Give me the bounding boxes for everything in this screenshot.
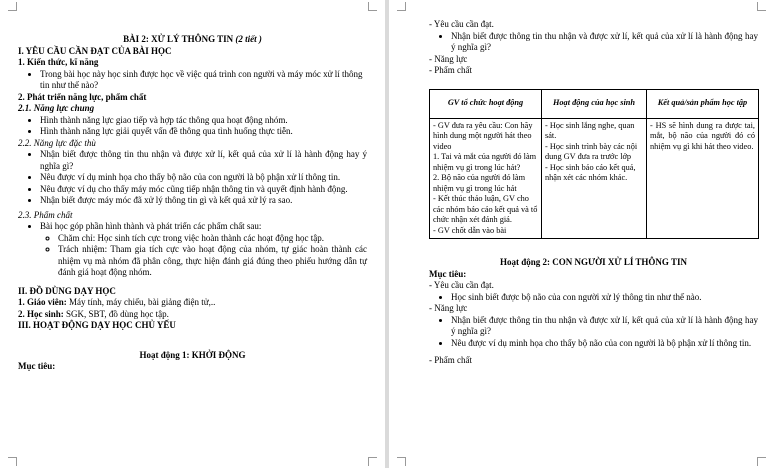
- specific-competence-list: [18, 149, 367, 207]
- cell-line: - Kết thúc thảo luận, GV cho các nhóm báo cáo kết quả và tổ chức nhận xét đánh giá.: [433, 194, 538, 224]
- objective-label: Mục tiêu:: [18, 361, 56, 371]
- section-heading: III. HOẠT ĐỘNG DẠY HỌC CHỦ YẾU: [18, 320, 176, 330]
- subsection-heading: 2.1. Năng lực chung: [18, 103, 95, 113]
- crop-mark: [368, 2, 377, 11]
- cell-line: - GV đưa ra yêu cầu: Con hãy hình dung một người hát theo video: [433, 120, 533, 151]
- cell-line: 1. Tai và mắt của người đó làm nhiệm vụ gì trong lúc hát?: [433, 152, 537, 172]
- subsection-heading: 2.2. Năng lực đặc thù: [18, 137, 96, 148]
- crop-mark: [397, 457, 406, 466]
- subsection-heading: 1. Kiến thức, kĩ năng: [18, 57, 99, 67]
- crop-mark: [368, 457, 377, 466]
- crop-mark: [8, 457, 17, 466]
- cell-line: - HS sẽ hình dung ra được tai, mắt, bộ não của người đó có nhiệm vụ gì khi hát theo video.: [650, 120, 755, 151]
- student-materials: [18, 309, 367, 321]
- requirement-list: [429, 31, 758, 54]
- cell-line: - Học sinh báo cáo kết quả, nhận xét các nhóm khác.: [545, 162, 636, 182]
- list-item: • Nhận biết được thông tin thu nhận và được xử lí, kết quả của xử lí là hành động hay ý nghĩa gì?: [40, 149, 367, 172]
- competence-label: - Năng lực: [429, 303, 468, 313]
- requirement-label: - Yêu cầu cần đạt.: [429, 280, 494, 290]
- teacher-materials: [18, 297, 367, 309]
- quality-sub-list: [40, 233, 367, 279]
- list-item: • Trong bài học này học sinh được học về việc quá trình con người và máy móc xử lí thông tin như thế nào?: [40, 69, 367, 92]
- cell-line: - Học sinh trình bày các nội dung GV đưa ra trước lớp: [545, 141, 638, 161]
- student-text: SGK, SBT, đồ dùng học tập.: [66, 308, 169, 319]
- general-competence-list: [18, 115, 367, 138]
- teacher-text: Máy tính, máy chiếu, bài giảng điện tử,..: [69, 297, 216, 307]
- section-heading: II. ĐỒ DÙNG DẠY HỌC: [18, 285, 116, 296]
- table-cell-result: [647, 118, 759, 239]
- table-header: Hoạt động của học sinh: [542, 89, 647, 118]
- subsection-heading: 2.3. Phẩm chất: [18, 209, 73, 220]
- activity-heading: Hoạt động 2: CON NGƯỜI XỬ LÍ THÔNG TIN: [499, 257, 688, 267]
- section-heading: I. YÊU CẦU CẦN ĐẠT CỦA BÀI HỌC: [18, 45, 172, 56]
- objective-label: Mục tiêu:: [429, 268, 467, 279]
- teacher-label: 1. Giáo viên:: [18, 297, 67, 307]
- table-cell-teacher: [430, 118, 542, 239]
- competence-label: - Năng lực: [429, 53, 468, 64]
- crop-mark: [8, 2, 17, 11]
- list-item-text: Bài học góp phần hình thành và phát triển các phẩm chất sau:: [40, 221, 262, 231]
- lesson-title-text: BÀI 2: XỬ LÝ THÔNG TIN: [123, 34, 234, 44]
- list-item: ◦ Chăm chỉ: Học sinh tích cực trong việc hoàn thành các hoạt động học tập.: [58, 233, 367, 245]
- list-item: • Hình thành năng lực giải quyết vấn đề thông qua tình huống thực tiễn.: [40, 126, 367, 138]
- requirement-label: - Yêu cầu cần đạt.: [429, 19, 494, 29]
- list-item: [40, 221, 367, 279]
- activity-table: [429, 89, 759, 240]
- list-item: • Nhận biết được thông tin thu nhận và được xử lí, kết quả của xử lí là hành động hay ý nghĩa gì?: [451, 315, 758, 338]
- quality-list: [18, 221, 367, 279]
- list-item: ◦ Trách nhiệm: Tham gia tích cực vào hoạt động của nhóm, tự giác hoàn thành các nhiệm vụ mà nhóm đã phân công, thực hiện đánh giá đúng theo phiếu hướng dẫn tự đánh giá hoạt động nhóm.: [58, 244, 367, 279]
- crop-mark: [757, 457, 766, 466]
- list-item: • Hình thành năng lực giao tiếp và hợp tác thông qua hoạt động nhóm.: [40, 115, 367, 127]
- quality-label: - Phẩm chất: [429, 65, 472, 75]
- list-item: • Nêu được ví dụ minh họa cho thấy bộ não của con người là bộ phận xử lí thông tin.: [40, 172, 367, 184]
- table-header: Kết quả/sản phẩm học tập: [647, 89, 759, 118]
- list-item: • Nêu được ví dụ minh họa cho thấy bộ não của con người là bộ phận xử lí thông tin.: [451, 338, 758, 350]
- cell-line: - GV chốt dẫn vào bài: [433, 225, 507, 235]
- table-row: [430, 118, 759, 239]
- table-header-row: [430, 89, 759, 118]
- list-item: • Nêu được ví dụ cho thấy máy móc cũng tiếp nhận thông tin và quyết định hành động.: [40, 184, 367, 196]
- subsection-heading: 2. Phát triển năng lực, phẩm chất: [18, 91, 147, 102]
- cell-line: - Học sinh lắng nghe, quan sát.: [545, 120, 635, 140]
- page-right: [389, 0, 774, 468]
- lesson-title: [18, 34, 367, 46]
- table-cell-student: [542, 118, 647, 239]
- knowledge-list: [18, 69, 367, 92]
- lesson-title-note: (2 tiết ): [235, 34, 262, 44]
- student-label: 2. Học sinh:: [18, 308, 64, 319]
- requirement-list: [429, 292, 758, 304]
- competence-list: [429, 315, 758, 350]
- list-item: • Nhận biết được máy móc đã xử lý thông tin gì và kết quả xử lý ra sao.: [40, 195, 367, 207]
- crop-mark: [757, 2, 766, 11]
- quality-label: - Phẩm chất: [429, 355, 472, 365]
- crop-mark: [397, 2, 406, 11]
- table-header: GV tổ chức hoạt động: [430, 89, 542, 118]
- cell-line: 2. Bộ não của người đó làm nhiệm vụ gì trong lúc hát: [433, 173, 526, 193]
- page-left: [0, 0, 385, 468]
- activity-heading: Hoạt động 1: KHỞI ĐỘNG: [139, 349, 246, 360]
- list-item: • Học sinh biết được bộ não của con người xử lý thông tin như thế nào.: [451, 292, 758, 304]
- list-item: • Nhận biết được thông tin thu nhận và được xử lí, kết quả của xử lí là hành động hay ý nghĩa gì?: [451, 31, 758, 54]
